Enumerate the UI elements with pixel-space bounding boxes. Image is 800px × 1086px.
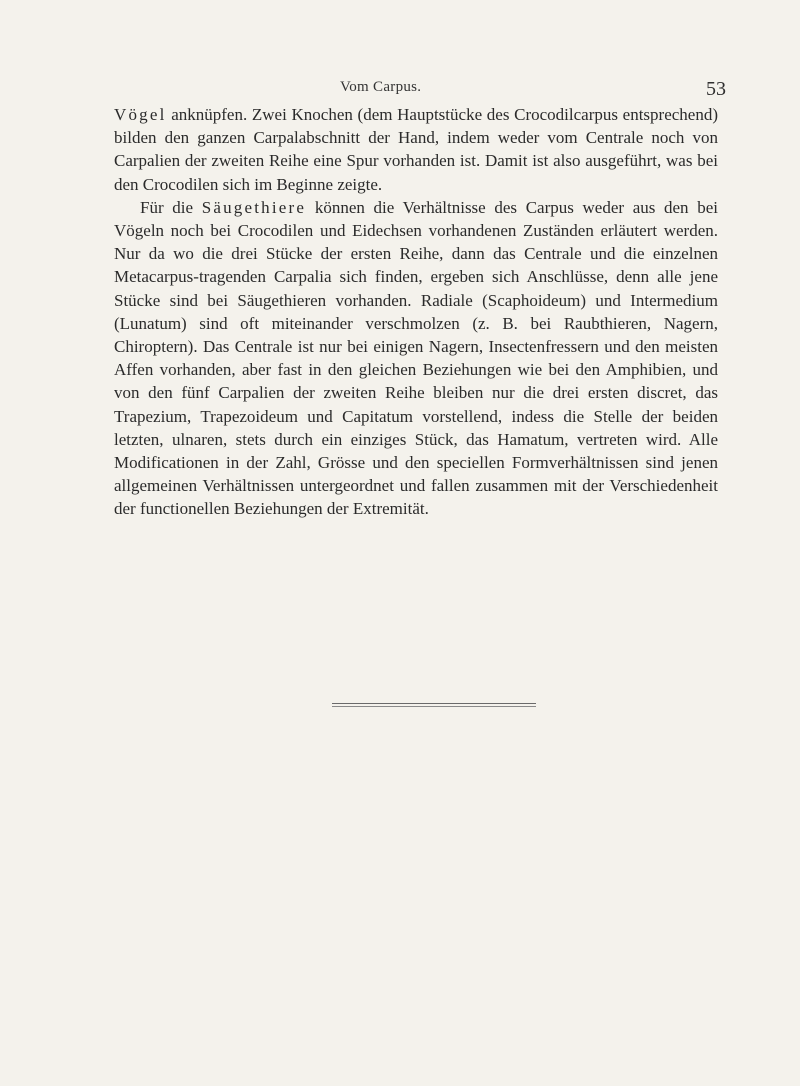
spaced-term: Säugethiere [201,197,307,217]
body-text [114,103,718,521]
paragraph [114,196,718,521]
paragraph-lead: Für die [140,197,202,217]
paragraph-text: anknüpfen. Zwei Knochen (dem Hauptstücke des Crocodilcarpus entsprechend) bilden den ganzen Carpalabschnitt der Hand, indem weder vom Centrale noch von Carpalien der zweiten Reihe eine Spur vorhanden ist. Damit ist also ausgeführt, was bei den Crocodilen sich im Beginne zeigte. [114,105,718,194]
spaced-term: Vögel [114,105,167,124]
paragraph [114,103,718,196]
paragraph-text: können die Verhältnisse des Carpus weder aus den bei Vögeln noch bei Crocodilen und Eidechsen vorhandenen Zuständen erläutert werden. Nur da wo die drei Stücke der ersten Reihe, dann das Centrale und die einzelnen Metacarpus-tragenden Carpalia sich finden, ergeben sich Anschlüsse, denn alle jene Stücke sind bei Säugethieren vorhanden. Radiale (Scaphoideum) und Intermedium (Lunatum) sind oft miteinander verschmolzen (z. B. bei Raubthieren, Nagern, Chiroptern). Das Centrale ist nur bei einigen Nagern, Insectenfressern und den meisten Affen vorhanden, aber fast in den gleichen Beziehungen wie bei den Amphibien, und von den fünf Carpalien der zweiten Reihe bleiben nur die drei ersten discret, das Trapezium, Trapezoideum und Capitatum vorstellend, indess die Stelle der beiden letzten, ulnaren, stets durch ein einziges Stück, das Hamatum, vertreten wird. Alle Modificationen in der Zahl, Grösse und den speciellen Formverhältnissen sind jenen allgemeinen Verhältnissen untergeordnet und fallen zusammen mit der Verschiedenheit der functionellen Beziehungen der Extremität. [114,197,718,519]
page-number: 53 [706,78,726,100]
section-divider [332,703,536,707]
running-title: Vom Carpus. [340,79,422,95]
